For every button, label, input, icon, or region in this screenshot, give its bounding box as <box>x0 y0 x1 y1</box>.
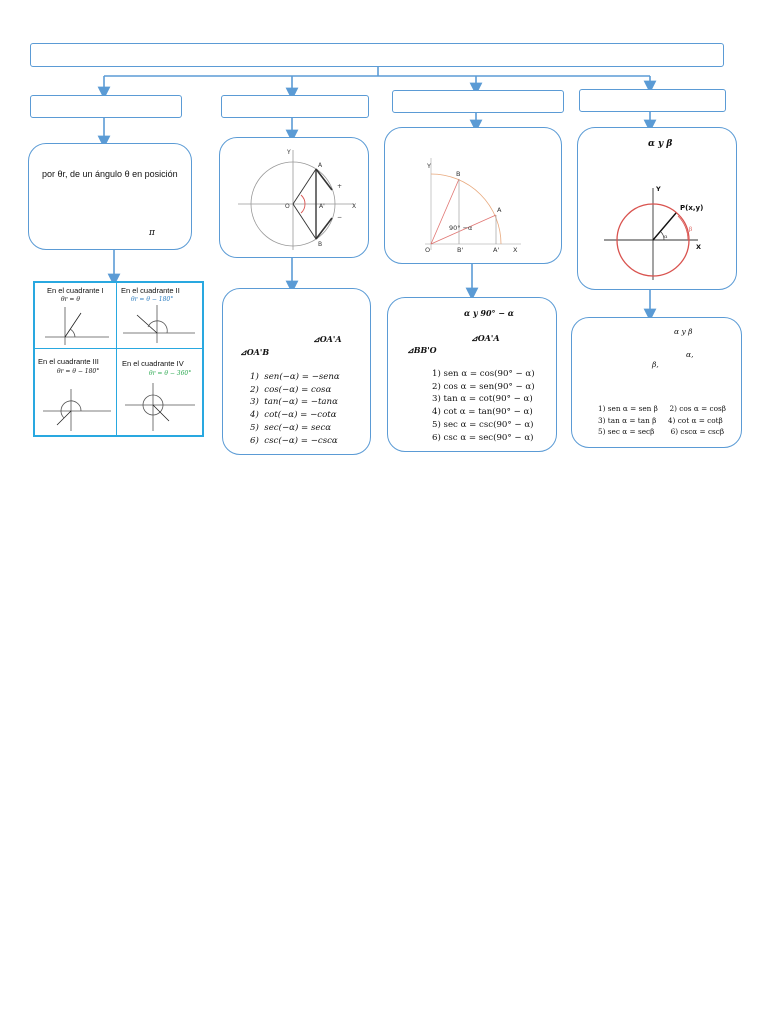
col2-identities-box <box>222 288 371 455</box>
identity-row: 5) sec(−α) = secα <box>250 422 332 433</box>
col4-coterminal-diagram-box <box>577 127 737 290</box>
coterminal-identities <box>598 403 726 438</box>
identity-row: 4) cot(−α) = −cotα <box>250 410 337 421</box>
reference-angle-text: por θr, de un ángulo θ en posición <box>42 169 178 179</box>
quadrant-1-label: En el cuadrante I <box>47 286 104 295</box>
col2-header-box <box>221 95 369 118</box>
quadrant-1-panel <box>35 283 117 349</box>
svg-text:−: − <box>337 214 343 221</box>
coterminal-circle <box>578 128 738 291</box>
identity-row: 6) csc(−α) = −cscα <box>250 435 338 446</box>
identity-row: 2) cos α = sen(90° − α) <box>432 381 535 392</box>
identity-row: 1) sen α = cos(90° − α) <box>432 369 535 379</box>
identity-row: 1) sen(−α) = −senα <box>250 372 340 382</box>
coterminal-subheading: α y β <box>674 327 693 336</box>
quadrant-4-label: En el cuadrante IV <box>122 359 184 368</box>
main-title-box <box>30 43 724 67</box>
identity-row: 2) cos(−α) = cosα <box>250 384 332 395</box>
svg-text:α: α <box>664 234 668 240</box>
quadrant-1-sketch <box>35 283 117 349</box>
svg-text:X: X <box>696 243 702 251</box>
triangle-oaa-label: ⊿OA'A <box>471 333 500 343</box>
svg-text:B: B <box>456 170 461 178</box>
quadrant-3-sketch <box>35 349 117 435</box>
quadrant-3-panel <box>35 349 117 435</box>
svg-text:A: A <box>497 206 502 214</box>
pi-symbol: π <box>149 228 155 238</box>
svg-text:O: O <box>285 203 290 210</box>
quadrant-2-panel <box>117 283 202 349</box>
col1-definition-box <box>28 143 192 250</box>
identity-row: 4) cot α = tan(90° − α) <box>432 407 533 418</box>
quadrant-4-sketch <box>117 349 202 435</box>
quadrant-2-formula: θr = θ − 180° <box>131 296 174 303</box>
identity-row: 6) csc α = sec(90° − α) <box>432 432 534 443</box>
svg-text:A: A <box>318 162 323 169</box>
identity-row: 5) sec α = csc(90° − α) <box>432 419 534 430</box>
col3-identities-box <box>387 297 557 452</box>
svg-text:Y: Y <box>287 149 291 156</box>
quadrant-1-formula: θr = θ <box>61 296 80 303</box>
point-p-label: P(x,y) <box>680 204 704 212</box>
identity-row: 3) tan(−α) = −tanα <box>250 397 338 408</box>
svg-text:A': A' <box>319 203 325 210</box>
complementary-heading: α y 90° − α <box>464 308 514 318</box>
quadrant-2-sketch <box>117 283 202 349</box>
identity-row: 5) sec α = secβ 6) cscα = cscβ <box>598 427 725 436</box>
col3-complementary-diagram-box <box>384 127 562 264</box>
quadrant-4-formula: θr = θ − 360° <box>149 370 192 377</box>
triangle-bbo-label: ⊿BB'O <box>407 345 437 355</box>
quadrant-4-panel <box>117 349 202 435</box>
svg-text:β: β <box>689 227 693 233</box>
svg-text:B: B <box>318 241 323 248</box>
quadrant-3-formula: θr = θ − 180° <box>57 368 100 375</box>
svg-text:Y: Y <box>427 162 431 170</box>
quadrant-3-label: En el cuadrante III <box>38 357 99 366</box>
identity-row: 3) tan α = cot(90° − α) <box>432 394 533 405</box>
col2-unit-circle-box <box>219 137 369 258</box>
svg-text:Y: Y <box>656 185 661 193</box>
svg-text:X: X <box>352 203 357 210</box>
negative-angle-identities <box>250 371 340 447</box>
unit-circle-negative-angle <box>220 138 370 259</box>
svg-text:90° −α: 90° −α <box>449 224 473 232</box>
col3-header-box <box>392 90 564 113</box>
col1-header-box <box>30 95 182 118</box>
quadrant-2-label: En el cuadrante II <box>121 286 180 295</box>
col4-identities-box <box>571 317 742 448</box>
identity-row: 3) tan α = tan β 4) cot α = cotβ <box>598 415 723 425</box>
quadrants-grid <box>33 281 204 437</box>
identity-row: 1) sen α = sen β 2) cos α = cosβ <box>598 404 726 413</box>
triangle-oaa-label: ⊿OA'A <box>313 334 342 344</box>
alpha-symbol: α, <box>686 350 694 359</box>
svg-text:O: O <box>425 246 431 254</box>
svg-text:A': A' <box>493 246 500 254</box>
svg-text:X: X <box>513 246 518 254</box>
beta-symbol: β, <box>652 360 659 369</box>
complementary-angle-diagram <box>385 128 563 265</box>
complementary-identities <box>432 368 535 444</box>
svg-text:+: + <box>337 183 343 190</box>
col4-header-box <box>579 89 726 112</box>
coterminal-heading: α y β <box>648 139 673 149</box>
svg-text:B': B' <box>457 246 464 254</box>
triangle-oab-label: ⊿OA'B <box>240 347 270 357</box>
